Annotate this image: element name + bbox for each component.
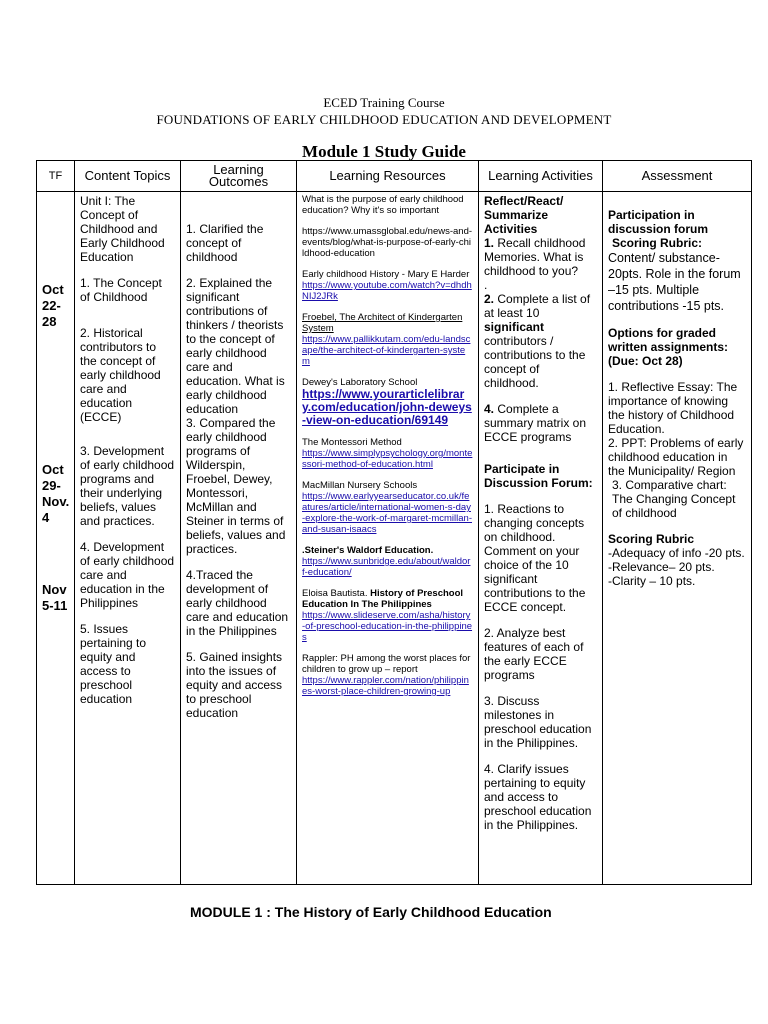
scoring-rubric-heading: Scoring Rubric: — [612, 236, 703, 250]
resource-7-link[interactable]: https://www.sunbridge.edu/about/waldorf-education/ — [302, 556, 471, 578]
table-header-row — [37, 161, 752, 192]
outcome-4: 4.Traced the development of early childhood care and education in the Philippines — [186, 568, 289, 638]
header-tf: TF — [37, 161, 75, 192]
outcome-1: 1. Clarified the concept of childhood — [186, 222, 264, 264]
outcome-3: 3. Compared the early childhood programs of Wilderspin, Froebel, Dewey, Montessori, McMillan and Steiner in terms of beliefs, values and practices. — [186, 416, 286, 556]
resource-6-text: MacMillan Nursery Schools — [302, 480, 418, 491]
resource-8-text — [302, 588, 473, 610]
resource-6-link[interactable]: https://www.earlyyearseducator.co.uk/features/article/international-women-s-day-explore-the-work-of-margaret-mcmillan-and-susan-isaacs — [302, 491, 472, 535]
tf-week-3: Nov 5-11 — [42, 582, 68, 613]
header-assessment: Assessment — [603, 161, 752, 192]
activity-2-text-post: contributors / contributions to the concept of childhood. — [484, 334, 586, 390]
topic-4: 4. Development of early childhood care and education in the Philippines — [80, 540, 175, 610]
resource-5-text: The Montessori Method — [302, 437, 402, 448]
resource-8-author: Eloisa Bautista. — [302, 588, 368, 599]
resource-3-text: Froebel, The Architect of Kindergarten System — [302, 312, 463, 334]
outcome-2: 2. Explained the significant contributions of thinkers / theorists to the concept of early childhood care and education. What is early childhood education — [186, 276, 285, 416]
activity-1-number: 1. — [484, 236, 495, 250]
header-content-topics: Content Topics — [75, 161, 181, 192]
score-item-2: -Relevance– 20 pts. — [608, 560, 715, 574]
resource-4-text: Dewey's Laboratory School — [302, 377, 418, 388]
tf-week-2: Oct 29-Nov. 4 — [42, 462, 70, 525]
activity-2-number: 2. — [484, 292, 495, 306]
course-title: ECED Training Course — [323, 95, 445, 110]
topic-1: 1. The Concept of Childhood — [80, 276, 162, 304]
forum-item-3: 3. Discuss milestones in preschool education in the Philippines. — [484, 694, 592, 750]
header-learning-activities: Learning Activities — [479, 161, 603, 192]
resource-5-link[interactable]: https://www.simplypsychology.org/montessori-method-of-education.html — [302, 448, 473, 470]
scoring-rubric-2-heading: Scoring Rubric — [608, 532, 695, 546]
table-row — [37, 192, 752, 885]
forum-item-4: 4. Clarify issues pertaining to equity and access to preschool education in the Philippines. — [484, 762, 592, 832]
header-learning-resources: Learning Resources — [297, 161, 479, 192]
activity-4 — [484, 402, 597, 444]
activity-2-bold: significant — [484, 320, 545, 334]
options-heading: Options for graded written assignments: (Due: Oct 28) — [608, 326, 729, 368]
header-learning-outcomes: Learning Outcomes — [181, 161, 297, 192]
tf-week-1: Oct 22-28 — [42, 282, 64, 329]
topic-2: 2. Historical contributors to the concept of early childhood care and education (ECCE) — [80, 326, 161, 424]
activity-1-text: Recall childhood Memories. What is childhood to you? — [484, 236, 586, 278]
forum-heading: Participate in Discussion Forum: — [484, 462, 593, 490]
participation-heading: Participation in discussion forum — [608, 208, 709, 236]
forum-item-1: 1. Reactions to changing concepts on childhood. Comment on your choice of the 10 significant contributions to the ECCE concept. — [484, 502, 586, 614]
activity-1-dot: . — [484, 278, 488, 292]
resource-3-link[interactable]: https://www.pallikkutam.com/edu-landscape/the-architect-of-kindergarten-system — [302, 334, 471, 367]
resource-1-link[interactable]: https://www.umassglobal.edu/news-and-events/blog/what-is-purpose-of-early-childhood-education — [302, 226, 473, 259]
option-3: 3. Comparative chart: The Changing Concept of childhood — [612, 478, 736, 520]
resource-2-text: Early childhood History - Mary E Harder — [302, 269, 470, 280]
topic-5: 5. Issues pertaining to equity and access to preschool education — [80, 622, 147, 706]
foundations-title: FOUNDATIONS OF EARLY CHILDHOOD EDUCATION AND DEVELOPMENT — [156, 112, 612, 127]
resource-7-text: .Steiner's Waldorf Education. — [302, 545, 434, 556]
forum-item-2: 2. Analyze best features of each of the early ECCE programs — [484, 626, 584, 682]
rubric-text: Content/ substance-20pts. Role in the forum –15 pts. Multiple contributions -15 pts. — [608, 251, 741, 313]
module-1-heading: MODULE 1 : The History of Early Childhood Education — [190, 904, 552, 920]
learning-outcomes-cell — [181, 192, 297, 885]
resource-4-link[interactable]: https://www.yourarticlelibrary.com/education/john-deweys-view-on-education/69149 — [302, 387, 472, 427]
resource-1-text: What is the purpose of early childhood education? Why it's so important — [302, 194, 464, 216]
option-1: 1. Reflective Essay: The importance of knowing the history of Childhood Education. — [608, 380, 738, 436]
activity-1 — [484, 236, 597, 278]
score-item-1: -Adequacy of info -20 pts. — [608, 546, 745, 560]
tf-cell — [37, 192, 75, 885]
topic-unit-1: Unit I: The Concept of Childhood and Early Childhood Education — [80, 194, 165, 264]
module-title: Module 1 Study Guide — [302, 142, 466, 161]
outcome-5: 5. Gained insights into the issues of equity and access to preschool education — [186, 650, 283, 720]
activity-2-text-pre: Complete a list of at least 10 — [484, 292, 591, 320]
option-2: 2. PPT: Problems of early childhood education in the Municipality/ Region — [608, 436, 744, 478]
score-item-3: -Clarity – 10 pts. — [608, 574, 696, 588]
study-guide-table — [36, 160, 752, 885]
assessment-cell — [603, 192, 752, 885]
activity-2 — [484, 292, 597, 390]
learning-activities-cell — [479, 192, 603, 885]
activity-4-number: 4. — [484, 402, 495, 416]
activity-4-text: Complete a summary matrix on ECCE programs — [484, 402, 587, 444]
content-topics-cell — [75, 192, 181, 885]
resource-8-link[interactable]: https://www.slideserve.com/asha/history-of-preschool-education-in-the-philippines — [302, 610, 473, 643]
resource-8-title: History of Preschool Education In The Philippines — [302, 588, 464, 610]
resource-9-link[interactable]: https://www.rappler.com/nation/philippines-worst-place-children-growing-up — [302, 675, 469, 697]
reflect-heading: Reflect/React/ Summarize Activities — [484, 194, 564, 236]
resource-2-link[interactable]: https://www.youtube.com/watch?v=dhdhNIJ2JRk — [302, 280, 472, 302]
topic-3: 3. Development of early childhood programs and their underlying beliefs, values and practices. — [80, 444, 175, 528]
resource-9-text: Rappler: PH among the worst places for children to grow up – report — [302, 653, 471, 675]
learning-resources-cell — [297, 192, 479, 885]
